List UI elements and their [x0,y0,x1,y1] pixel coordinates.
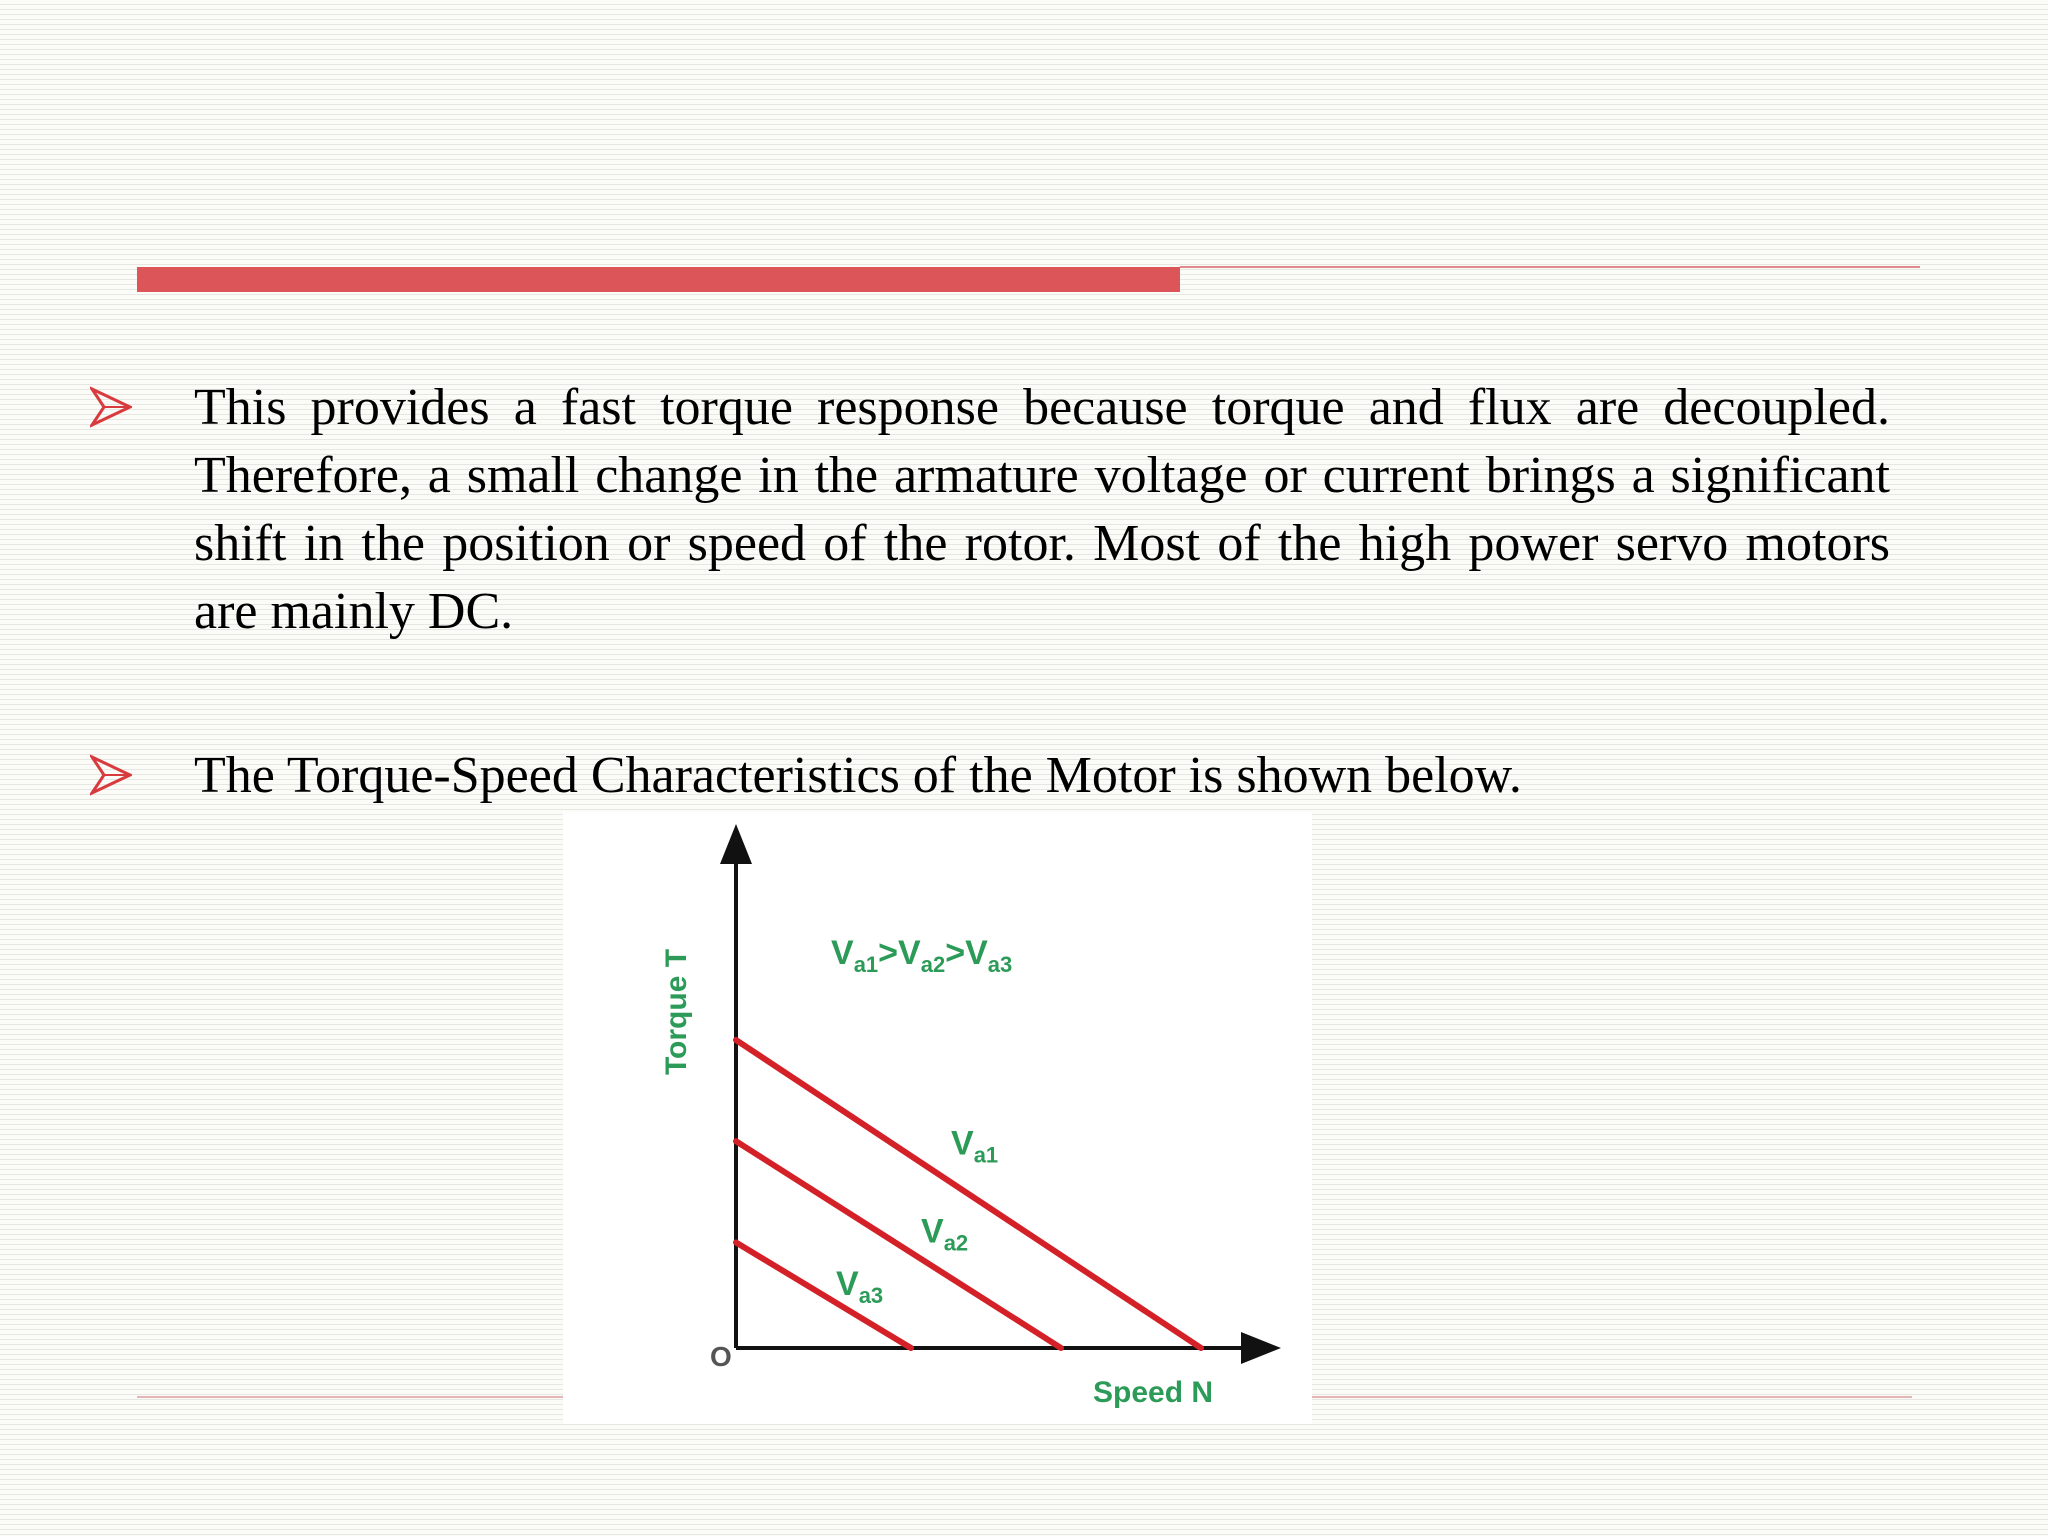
series-label-va3: $V_{a3}$ [836,1265,884,1309]
title-accent-line [1180,266,1920,268]
series-line-va2 [736,1141,1061,1348]
series-label-va2: $V_{a2}$ [921,1212,969,1256]
bullet-arrow-icon [90,754,132,796]
bullet-paragraph-2: The Torque-Speed Characteristics of the Motor is shown below. [194,747,1522,804]
series-line-va1 [736,1040,1201,1348]
x-axis-label: Speed N [1093,1376,1214,1409]
voltage-order-annotation: $V_{a1}>V_{a2}>V_{a3}$ [831,934,1013,977]
series-line-va3 [736,1242,911,1348]
torque-speed-figure [563,812,1312,1424]
bullet-paragraph-1: This provides a fast torque response because torque and flux are decoupled. Therefore, a small change in the armature voltage or current brings a significant shift in the position or speed of the rotor. Most of the high power servo motors are mainly DC. [194,379,1890,640]
title-accent-bar [137,267,1180,292]
y-axis-label: Torque T [660,948,693,1076]
bullet-arrow-icon [90,386,132,428]
series-label-va1: $V_{a1}$ [951,1124,999,1168]
torque-speed-chart [563,812,1312,1424]
origin-label: O [710,1341,732,1372]
